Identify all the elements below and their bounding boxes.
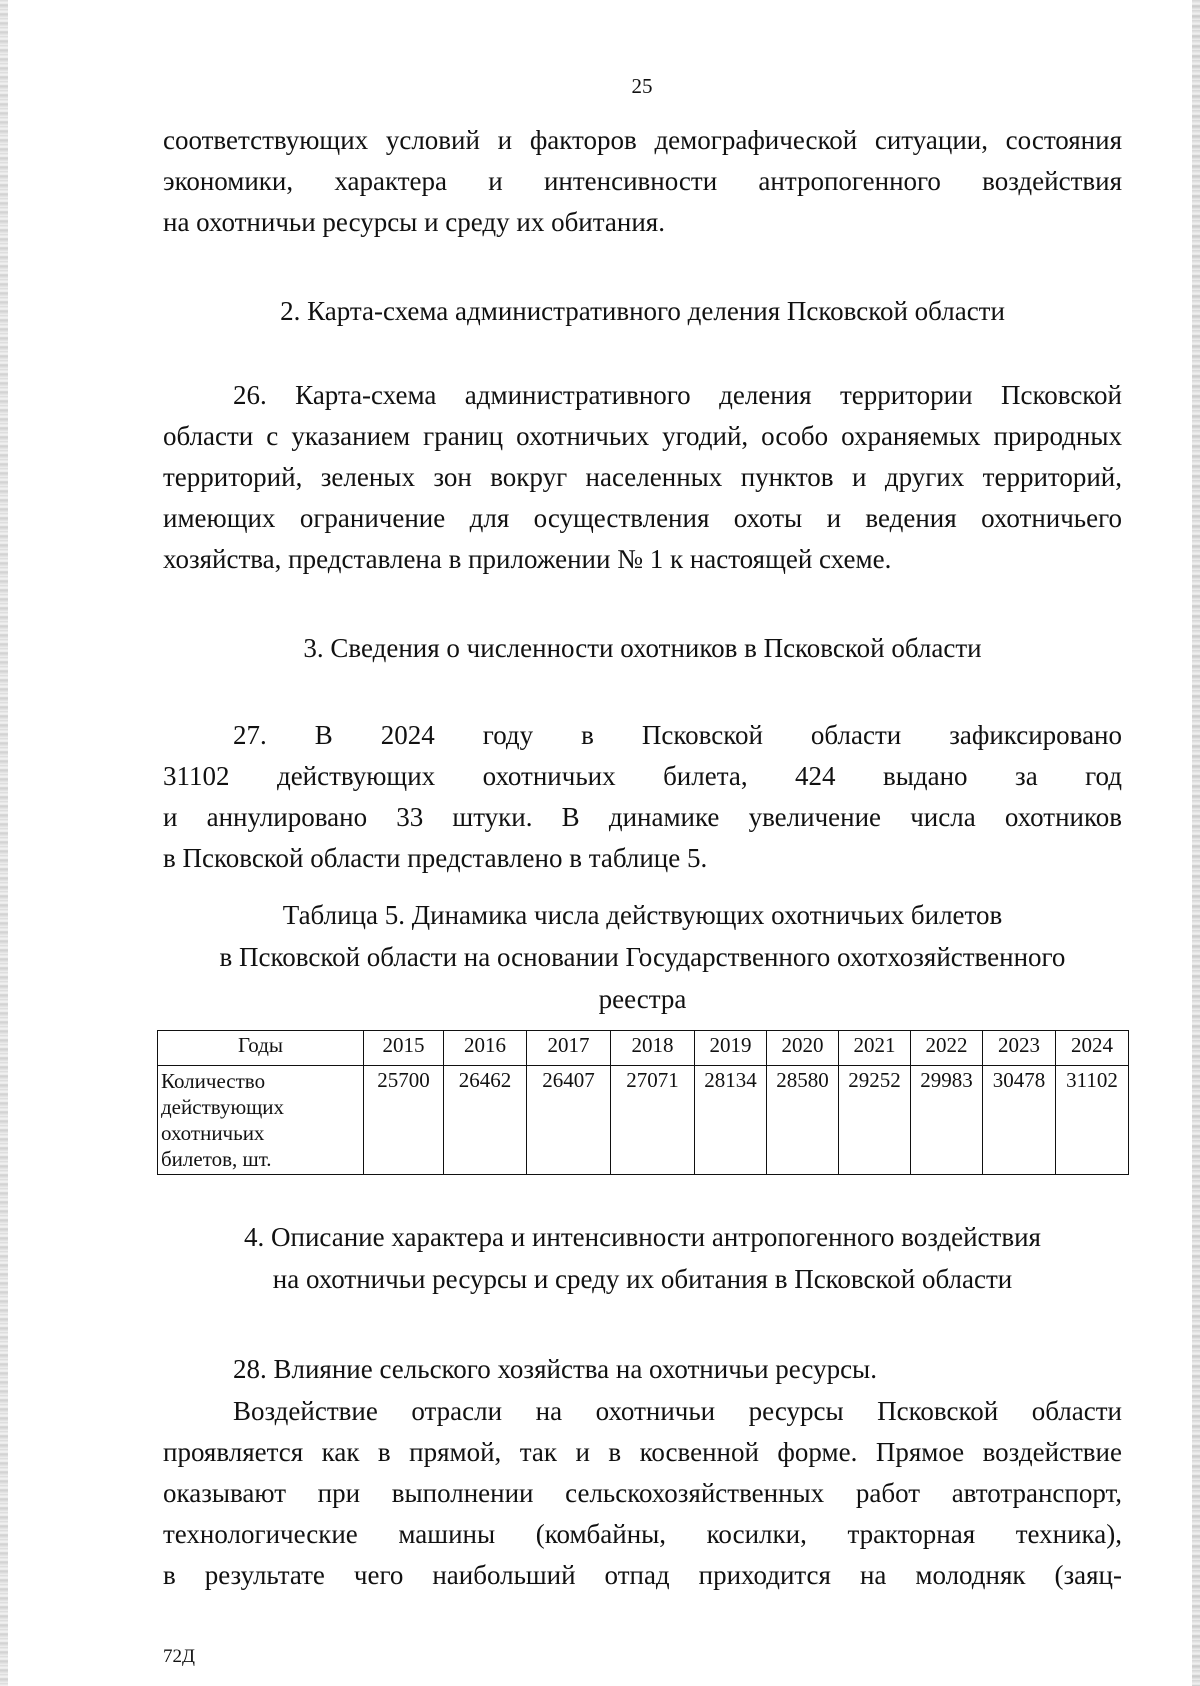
text-line: Воздействие отрасли на охотничьи ресурсы Псковской области: [233, 1396, 1122, 1426]
heading-line: 4. Описание характера и интенсивности антропогенного воздействия: [244, 1222, 1041, 1252]
value-cell: 29983: [911, 1066, 983, 1175]
intro-paragraph: [163, 120, 1122, 243]
text-line: оказывают при выполнении сельскохозяйственных работ автотранспорт,: [163, 1478, 1122, 1508]
hunting-licenses-table: [157, 1030, 1129, 1175]
value-cell: 27071: [611, 1066, 695, 1175]
text-line: и аннулировано 33 штуки. В динамике увеличение числа охотников: [163, 802, 1122, 832]
table-header-row: [158, 1031, 1129, 1066]
text-line: проявляется как в прямой, так и в косвенной форме. Прямое воздействие: [163, 1437, 1122, 1467]
year-header-cell: 2024: [1056, 1031, 1129, 1066]
text-line: имеющих ограничение для осуществления охоты и ведения охотничьего: [163, 503, 1122, 533]
value-cell: 29252: [839, 1066, 911, 1175]
text-line: области с указанием границ охотничьих угодий, особо охраняемых природных: [163, 421, 1122, 451]
year-header-cell: 2020: [767, 1031, 839, 1066]
table-caption: [163, 894, 1122, 1020]
year-header-cell: 2016: [444, 1031, 527, 1066]
caption-line: реестра: [598, 984, 687, 1014]
paragraph-28: [163, 1349, 1122, 1390]
year-header-cell: 2017: [527, 1031, 611, 1066]
year-header-cell: 2015: [364, 1031, 444, 1066]
table-header-cell: Годы: [158, 1031, 364, 1066]
year-header-cell: 2021: [839, 1031, 911, 1066]
value-cell: 30478: [983, 1066, 1056, 1175]
paragraph-28-body: [163, 1391, 1122, 1596]
text-line: в Псковской области представлено в таблице 5.: [163, 843, 708, 873]
text-line: 27. В 2024 году в Псковской области зафиксировано: [233, 720, 1122, 750]
scan-edge-right: [1192, 0, 1200, 1686]
row-header-cell: [158, 1066, 364, 1175]
year-header-cell: 2023: [983, 1031, 1056, 1066]
row-header-line: Количество: [161, 1069, 266, 1093]
text-line: на охотничьи ресурсы и среду их обитания.: [163, 207, 665, 237]
value-cell: 28134: [695, 1066, 767, 1175]
value-cell: 26407: [527, 1066, 611, 1175]
section-2-heading: 2. Карта-схема административного деления Псковской области: [280, 296, 1005, 326]
paragraph-26: [163, 375, 1122, 580]
text-line: соответствующих условий и факторов демографической ситуации, состояния: [163, 125, 1122, 155]
value-cell: 25700: [364, 1066, 444, 1175]
page-number: 25: [631, 74, 653, 98]
text-line: в результате чего наибольший отпад приходится на молодняк (заяц-: [163, 1560, 1122, 1590]
value-cell: 28580: [767, 1066, 839, 1175]
value-cell: 26462: [444, 1066, 527, 1175]
text-line: технологические машины (комбайны, косилки, тракторная техника),: [163, 1519, 1122, 1549]
year-header-cell: 2022: [911, 1031, 983, 1066]
caption-line: в Псковской области на основании Государственного охотхозяйственного: [219, 942, 1066, 972]
text-line: хозяйства, представлена в приложении № 1 к настоящей схеме.: [163, 544, 892, 574]
document-code: 72Д: [163, 1646, 195, 1667]
text-line: территорий, зеленых зон вокруг населенных пунктов и других территорий,: [163, 462, 1122, 492]
text-line: экономики, характера и интенсивности антропогенного воздействия: [163, 166, 1122, 196]
row-header-line: охотничьих: [161, 1121, 265, 1145]
value-cell: 31102: [1056, 1066, 1129, 1175]
scan-edge-left: [0, 0, 8, 1686]
heading-line: на охотничьи ресурсы и среду их обитания в Псковской области: [272, 1264, 1013, 1294]
year-header-cell: 2019: [695, 1031, 767, 1066]
year-header-cell: 2018: [611, 1031, 695, 1066]
section-3-heading: 3. Сведения о численности охотников в Псковской области: [303, 633, 982, 663]
paragraph-title: 28. Влияние сельского хозяйства на охотничьи ресурсы.: [233, 1354, 877, 1384]
caption-line: Таблица 5. Динамика числа действующих охотничьих билетов: [282, 900, 1003, 930]
section-4-heading: [163, 1216, 1122, 1300]
table-row: [158, 1066, 1129, 1175]
paragraph-27: [163, 715, 1122, 879]
text-line: 31102 действующих охотничьих билета, 424 выдано за год: [163, 761, 1122, 791]
text-line: 26. Карта-схема административного деления территории Псковской: [233, 380, 1122, 410]
row-header-line: действующих: [161, 1095, 285, 1119]
row-header-line: билетов, шт.: [161, 1147, 272, 1171]
